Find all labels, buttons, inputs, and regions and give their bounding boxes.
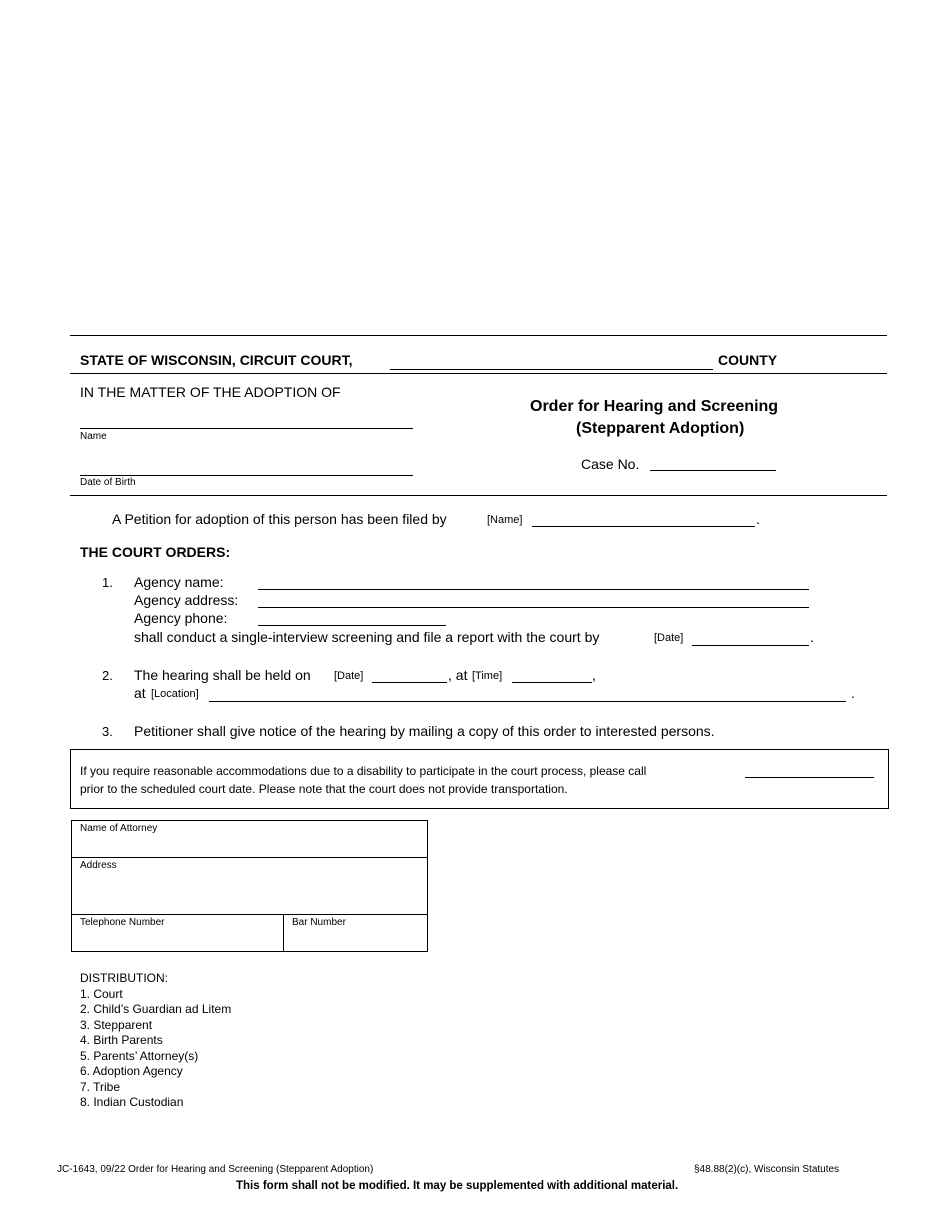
attorney-name-label: Name of Attorney xyxy=(80,823,158,834)
accommodation-phone-field[interactable] xyxy=(745,763,874,778)
county-field[interactable] xyxy=(390,355,713,370)
notice-text: Petitioner shall give notice of the hearing by mailing a copy of this order to interested persons. xyxy=(134,723,715,739)
petition-end: . xyxy=(756,511,760,527)
petition-name-hint: [Name] xyxy=(487,514,523,526)
accommodation-box xyxy=(70,749,889,809)
agency-phone-field[interactable] xyxy=(258,611,446,626)
orders-heading: THE COURT ORDERS: xyxy=(80,544,231,560)
agency-phone-label: Agency phone: xyxy=(134,610,228,626)
name-label: Name xyxy=(80,431,107,442)
page-title: Order for Hearing and Screening xyxy=(530,398,779,415)
hearing-location-hint: [Location] xyxy=(151,688,199,700)
dob-label: Date of Birth xyxy=(80,477,136,488)
agency-address-label: Agency address: xyxy=(134,592,239,608)
distribution-item: 4. Birth Parents xyxy=(80,1033,163,1047)
attorney-phone-cell[interactable] xyxy=(71,914,284,952)
petitioner-name-field[interactable] xyxy=(532,512,755,527)
distribution-item: 2. Child’s Guardian ad Litem xyxy=(80,1002,232,1016)
dob-field[interactable] xyxy=(80,475,413,476)
hearing-text: The hearing shall be held on xyxy=(134,667,311,683)
item3-number: 3. xyxy=(102,724,113,739)
attorney-address-label: Address xyxy=(80,860,117,871)
petition-text: A Petition for adoption of this person has been filed by xyxy=(112,511,447,527)
hearing-at-text: , at xyxy=(448,667,468,683)
case-no-field[interactable] xyxy=(650,456,776,471)
distribution-item: 3. Stepparent xyxy=(80,1018,153,1032)
accommodation-line1: If you require reasonable accommodations due to a disability to participate in the court process, please call xyxy=(80,764,647,778)
distribution-item: 6. Adoption Agency xyxy=(80,1064,183,1078)
court-line: STATE OF WISCONSIN, CIRCUIT COURT, xyxy=(80,352,353,368)
hearing-date-field[interactable] xyxy=(372,668,447,683)
distribution-item: 7. Tribe xyxy=(80,1080,121,1094)
screening-text: shall conduct a single-interview screening and file a report with the court by xyxy=(134,629,600,645)
report-date-hint: [Date] xyxy=(654,632,684,644)
court-rule xyxy=(70,373,887,374)
distribution-item: 1. Court xyxy=(80,987,123,1001)
agency-name-field[interactable] xyxy=(258,575,809,590)
top-rule xyxy=(70,335,887,336)
child-name-field[interactable] xyxy=(80,428,413,429)
matter-label: IN THE MATTER OF THE ADOPTION OF xyxy=(80,384,341,400)
hearing-location-field[interactable] xyxy=(209,687,846,702)
hearing-comma: , xyxy=(592,667,596,683)
attorney-bar-cell[interactable] xyxy=(283,914,428,952)
modification-notice: This form shall not be modified. It may be supplemented with additional material. xyxy=(236,1180,679,1192)
item1-end: . xyxy=(810,629,814,645)
distribution-item: 5. Parents’ Attorney(s) xyxy=(80,1049,199,1063)
item2-number: 2. xyxy=(102,668,113,683)
report-date-field[interactable] xyxy=(692,631,809,646)
agency-name-label: Agency name: xyxy=(134,574,224,590)
attorney-address-cell[interactable] xyxy=(71,857,428,915)
accommodation-line2: prior to the scheduled court date. Please note that the court does not provide transportation. xyxy=(80,782,568,796)
attorney-name-cell[interactable] xyxy=(71,820,428,858)
hearing-date-hint: [Date] xyxy=(334,670,364,682)
distribution-item: 8. Indian Custodian xyxy=(80,1095,184,1109)
agency-address-field[interactable] xyxy=(258,593,809,608)
attorney-bar-label: Bar Number xyxy=(292,917,346,928)
case-no-label: Case No. xyxy=(581,456,640,472)
county-label: COUNTY xyxy=(718,352,778,368)
hearing-at2: at xyxy=(134,685,146,701)
form-id: JC-1643, 09/22 Order for Hearing and Screening (Stepparent Adoption) xyxy=(57,1164,374,1175)
hearing-time-field[interactable] xyxy=(512,668,592,683)
distribution-heading: DISTRIBUTION: xyxy=(80,971,169,985)
hearing-time-hint: [Time] xyxy=(472,670,503,682)
page-subtitle: (Stepparent Adoption) xyxy=(576,420,745,437)
attorney-phone-label: Telephone Number xyxy=(80,917,165,928)
caption-rule xyxy=(70,495,887,496)
statute-reference: §48.88(2)(c), Wisconsin Statutes xyxy=(694,1164,840,1175)
item2-end: . xyxy=(851,685,855,701)
item1-number: 1. xyxy=(102,575,113,590)
